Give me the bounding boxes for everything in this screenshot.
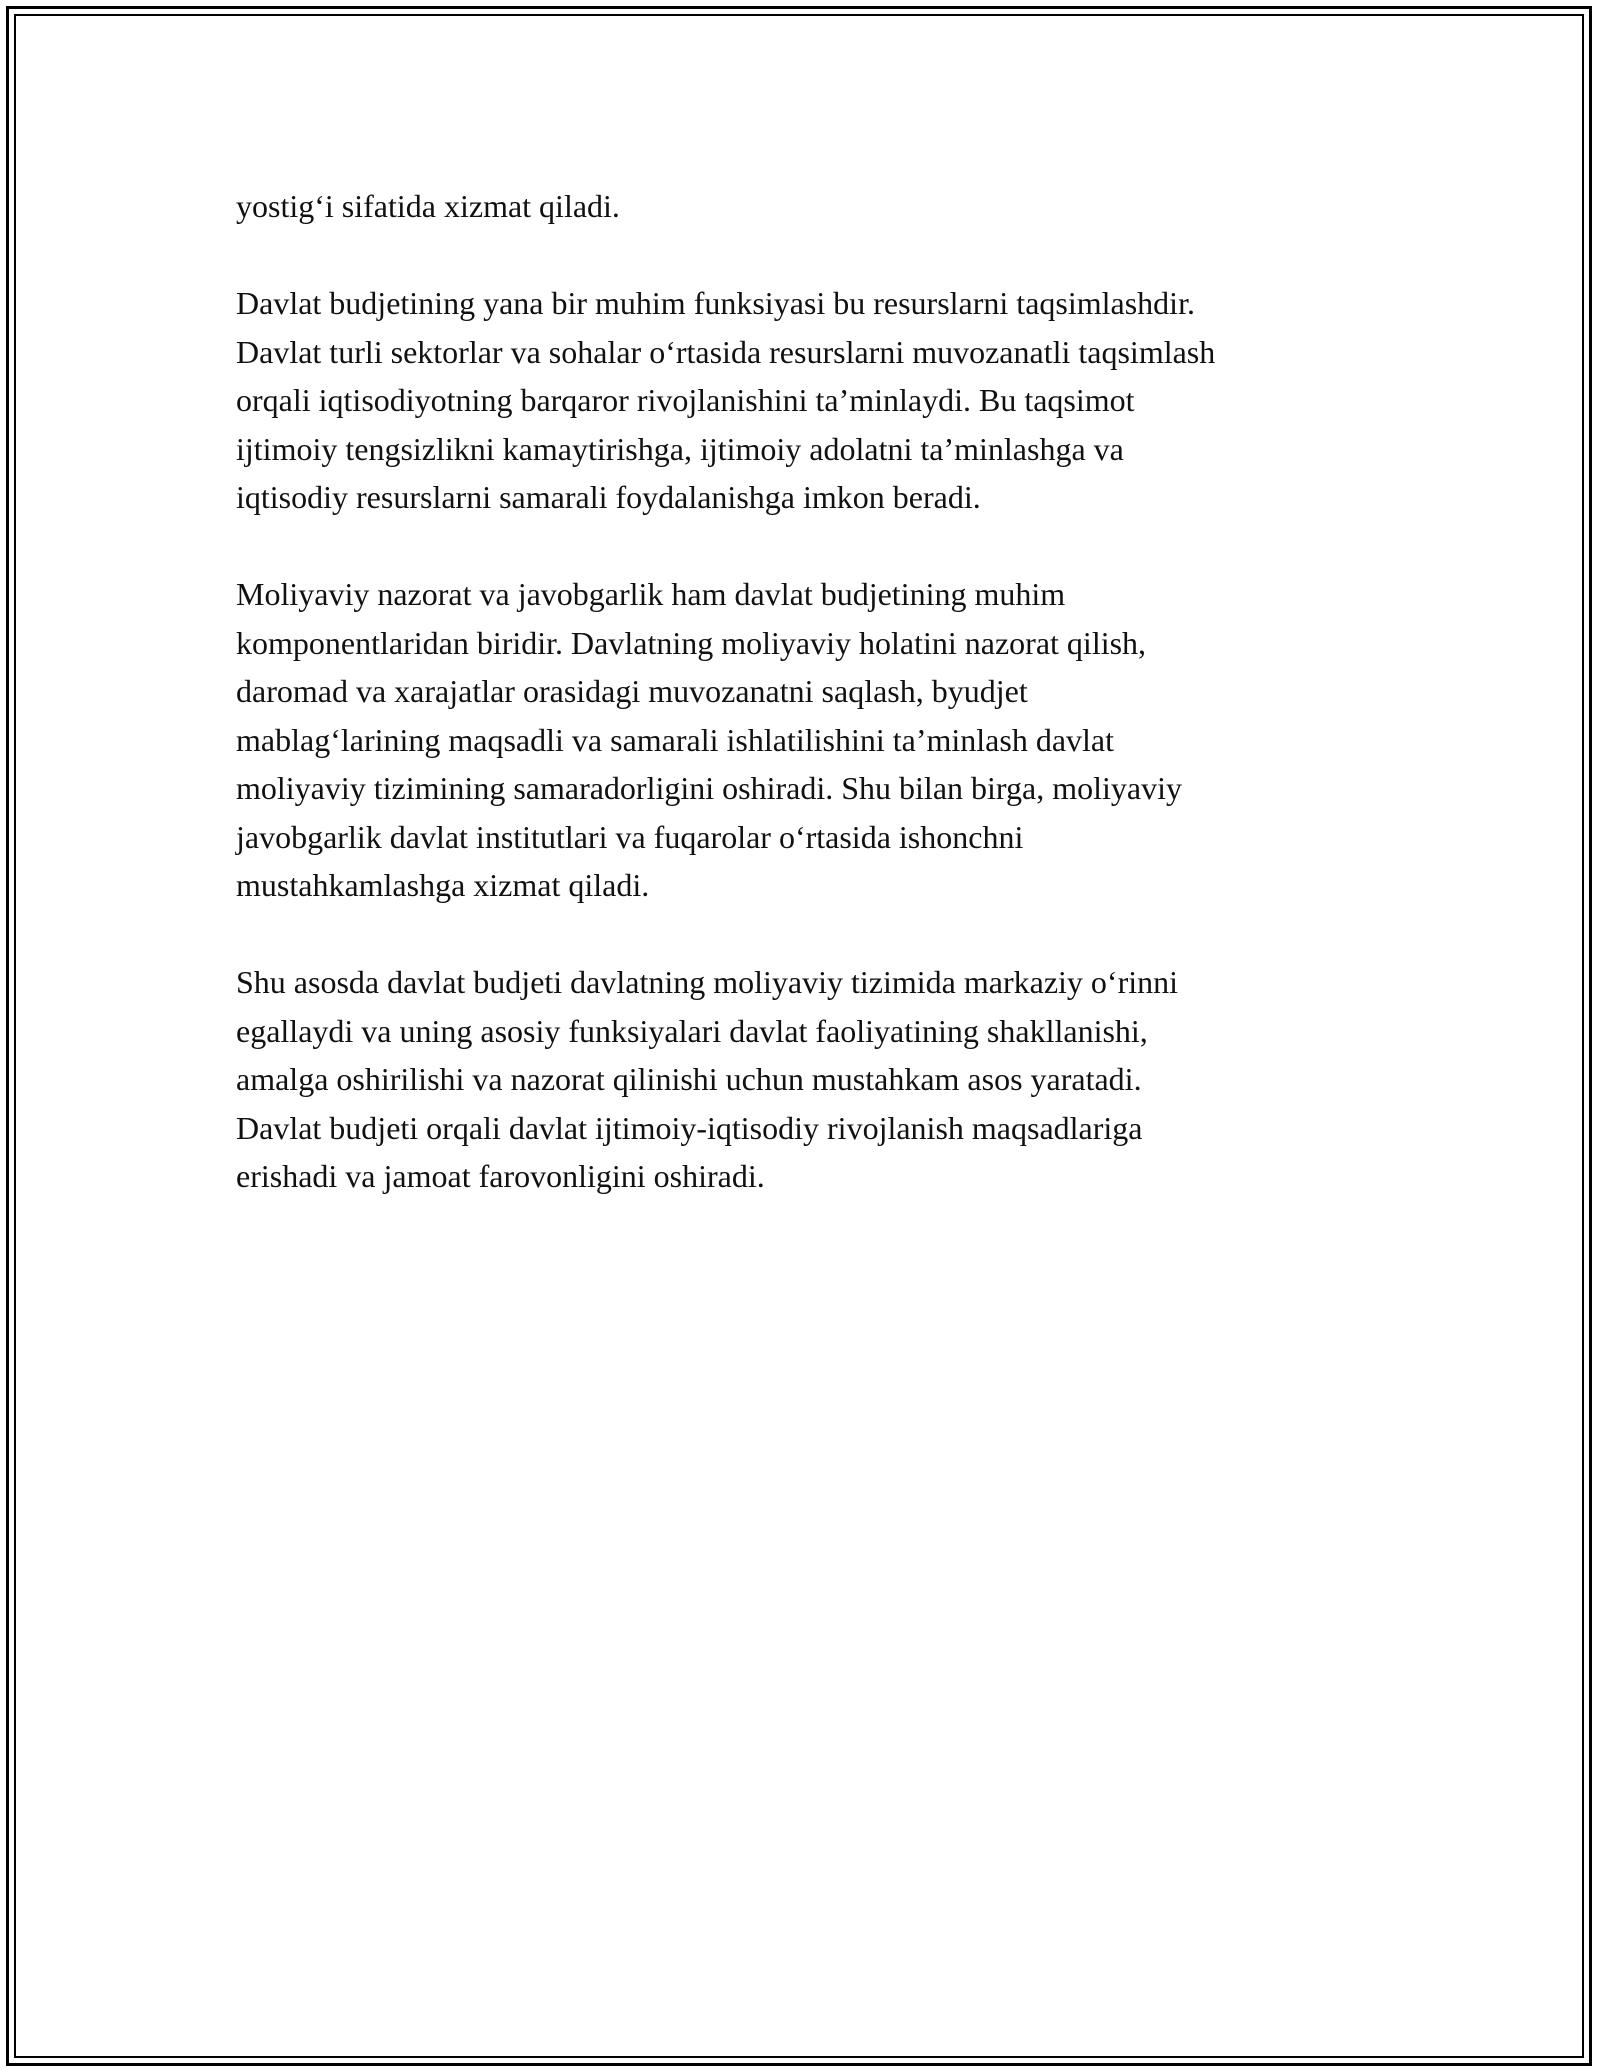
text-line: moliyaviy tizimining samaradorligini oshiradi. Shu bilan birga, moliyaviy (236, 770, 1182, 806)
text-line: Davlat budjetining yana bir muhim funksiyasi bu resurslarni taqsimlashdir. (236, 285, 1195, 321)
text-line: daromad va xarajatlar orasidagi muvozanatni saqlash, byudjet (236, 673, 1028, 709)
text-line: Moliyaviy nazorat va javobgarlik ham davlat budjetining muhim (236, 576, 1066, 612)
document-body (236, 182, 1416, 1249)
text-line: erishadi va jamoat farovonligini oshiradi. (236, 1158, 765, 1194)
text-line: egallaydi va uning asosiy funksiyalari davlat faoliyatining shakllanishi, (236, 1012, 1148, 1049)
text-line: Davlat budjeti orqali davlat ijtimoiy-iqtisodiy rivojlanish maqsadlariga (236, 1109, 1143, 1146)
text-line: Shu asosda davlat budjeti davlatning moliyaviy tizimida markaziy o‘rinni (236, 964, 1179, 1000)
paragraph-1 (236, 182, 1416, 231)
text-line: yostig‘i sifatida xizmat qiladi. (236, 188, 620, 224)
text-line: iqtisodiy resurslarni samarali foydalanishga imkon beradi. (236, 479, 981, 515)
text-line: Davlat turli sektorlar va sohalar o‘rtasida resurslarni muvozanatli taqsimlash (236, 333, 1216, 370)
text-line: javobgarlik davlat institutlari va fuqarolar o‘rtasida ishonchni (236, 818, 1024, 855)
paragraph-3 (236, 570, 1416, 910)
text-line: mablag‘larining maqsadli va samarali ishlatilishini ta’minlash davlat (236, 721, 1114, 758)
text-line: komponentlaridan biridir. Davlatning moliyaviy holatini nazorat qilish, (236, 624, 1147, 661)
text-line: orqali iqtisodiyotning barqaror rivojlanishini ta’minlaydi. Bu taqsimot (236, 382, 1135, 418)
paragraph-2 (236, 279, 1416, 522)
text-line: ijtimoiy tengsizlikni kamaytirishga, ijtimoiy adolatni ta’minlashga va (236, 430, 1124, 467)
paragraph-4 (236, 958, 1416, 1201)
text-line: mustahkamlashga xizmat qiladi. (236, 867, 650, 903)
text-line: amalga oshirilishi va nazorat qilinishi uchun mustahkam asos yaratadi. (236, 1061, 1142, 1097)
